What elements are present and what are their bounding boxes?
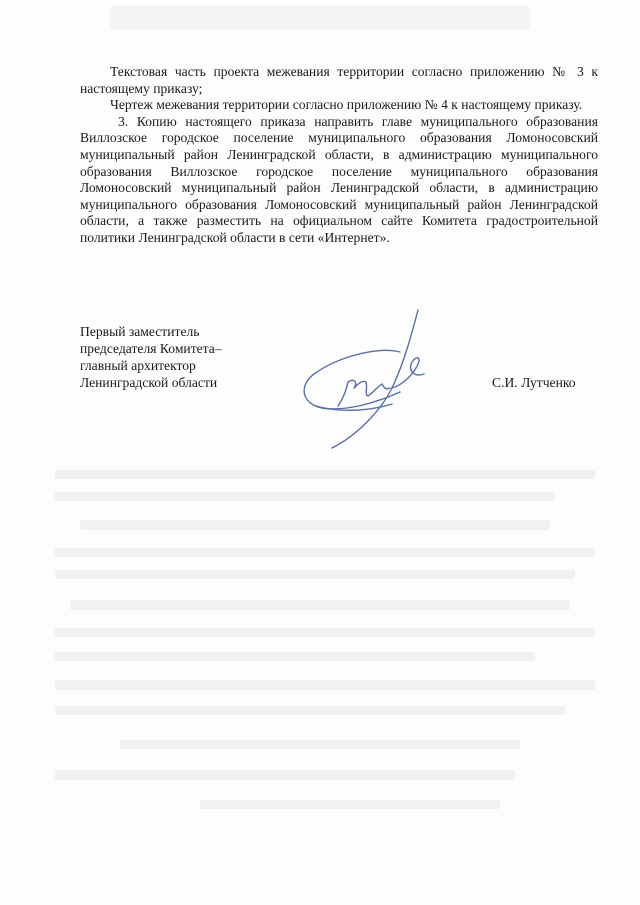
paragraph-appendix-3: Текстовая часть проекта межевания территории согласно приложению № 3 к настоящему приказу; xyxy=(80,64,598,96)
scan-ghost xyxy=(120,740,520,749)
position-line: Первый заместитель xyxy=(80,324,200,339)
scan-ghost xyxy=(80,520,550,530)
scan-ghost xyxy=(55,680,595,690)
signatory-position xyxy=(80,323,222,391)
scan-ghost xyxy=(70,600,570,610)
scan-ghost xyxy=(110,6,530,30)
scan-ghost xyxy=(55,706,565,715)
position-line: председателя Комитета– xyxy=(80,341,222,356)
scan-ghost xyxy=(55,628,595,637)
scan-ghost xyxy=(55,492,555,501)
position-line: Ленинградской области xyxy=(80,375,218,390)
signatory-name: С.И. Лутченко xyxy=(492,375,576,390)
handwritten-signature xyxy=(296,308,441,453)
position-line: главный архитектор xyxy=(80,358,196,373)
paragraph-appendix-4: Чертеж межевания территории согласно приложению № 4 к настоящему приказу. xyxy=(110,97,583,113)
scan-ghost xyxy=(55,770,515,780)
scan-ghost xyxy=(55,570,575,579)
document-body xyxy=(80,64,598,247)
paragraph-item-3: 3. Копию настоящего приказа направить главе муниципального образования Виллозское городское поселение муниципального образования Ломоносовский муниципальный район Ленинградской области, в администрацию муниципального образования Виллозское городское поселение муниципального образования Ломоносовский муниципальный район Ленинградской области, в администрацию муниципального образования Ломоносовский муниципальный район Ленинградской области, а также разместить на официальном сайте Комитета градостроительной политики Ленинградской области в сети «Интернет». xyxy=(80,113,598,245)
scan-ghost xyxy=(55,548,595,557)
scan-ghost xyxy=(200,800,500,809)
scan-ghost xyxy=(55,470,595,479)
scan-ghost xyxy=(55,652,535,661)
